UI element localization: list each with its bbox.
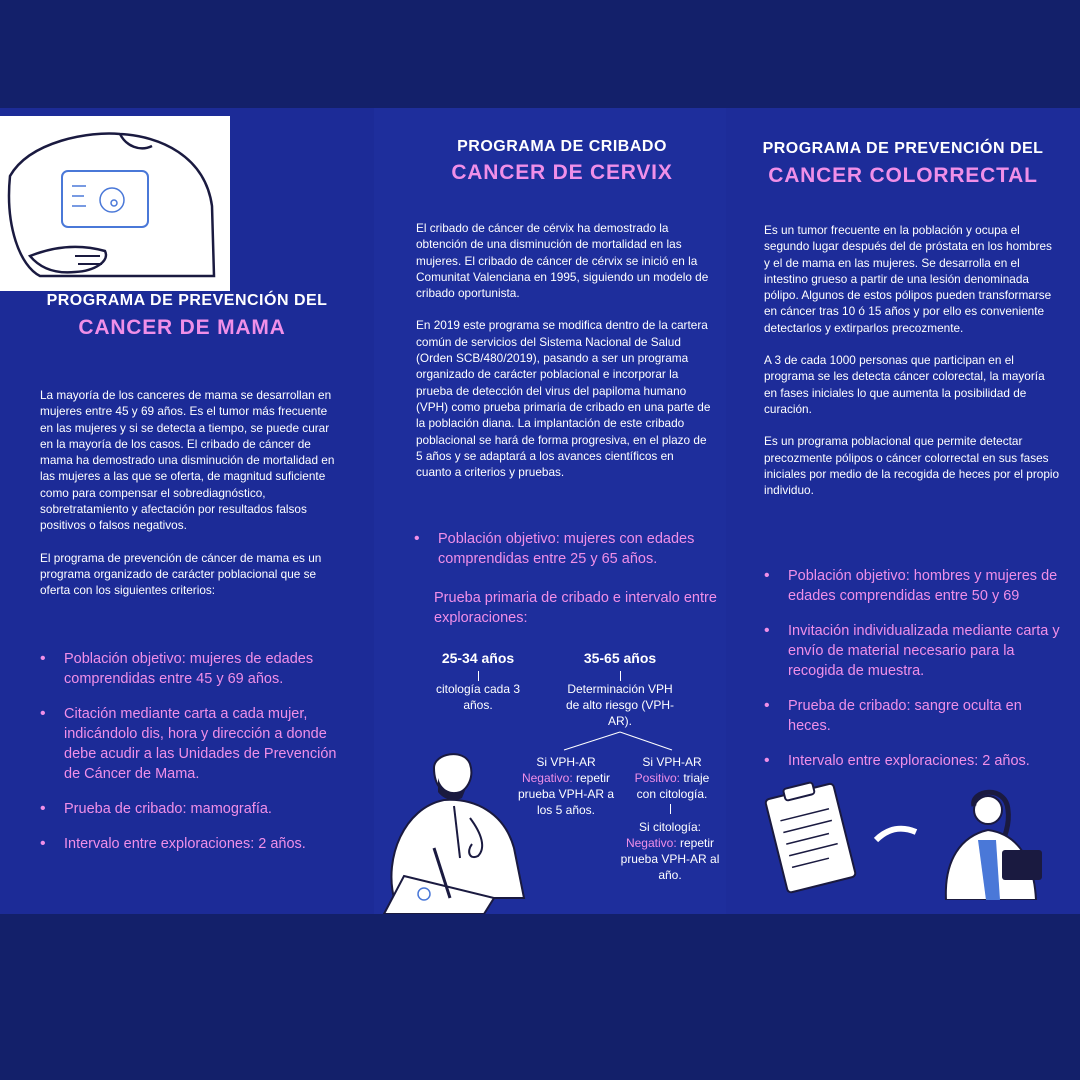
bullet-icon: • [40, 650, 46, 667]
bullet-icon: • [40, 705, 46, 722]
bullet-icon: • [414, 530, 420, 547]
colo-title-bottom: CANCER COLORRECTAL [768, 164, 1038, 187]
panel-cancer-cervix [374, 108, 726, 914]
colo-paragraph-3: Es un programa poblacional que permite detectar precozmente pólipos o cáncer colorrectal en sus fases iniciales por medio de la recogida de heces por el propio individuo. [764, 434, 1060, 498]
cervix-paragraph-2: En 2019 este programa se modifica dentro de la cartera común de servicios del Sistema Nacional de Salud (Orden SCB/480/2019), pasando a ser un programa organizado de carácter poblacional e incorporar la prueba de detección del virus del papiloma humano (VPH) como prueba primaria de cribado en una parte de la población diana. La implantación de este cribado poblacional se hará de forma progresiva, en el plazo de 5 años y se adaptará a los avances científicos en cuanto a criterios y pruebas. [416, 318, 711, 480]
age-group-25-34: 25-34 años [441, 650, 515, 666]
vph-positive-branch: Si VPH-AR Positivo: triaje con citología. [634, 755, 710, 801]
list-item: • Intervalo entre exploraciones: 2 años. [40, 835, 306, 852]
list-item: • Citación mediante carta a cada mujer, indicándolo dis, hora y dirección a donde debe acudir a las Unidades de Prevención de Cáncer de Mama. [40, 705, 337, 782]
list-item: • Invitación individualizada mediante carta y envío de material necesario para la recogida de muestra. [764, 622, 1060, 679]
cervix-subheading: Prueba primaria de cribado e intervalo entre exploraciones: [434, 590, 717, 626]
colo-paragraph-2: A 3 de cada 1000 personas que participan en el programa se les detecta cáncer colorectal, la mayoría en fases iniciales lo que aumenta la posibilidad de curación. [764, 353, 1045, 416]
list-item: • Prueba de cribado: sangre oculta en heces. [764, 697, 1022, 734]
bullet-icon: • [40, 800, 46, 817]
colo-body [764, 222, 1060, 514]
list-item: • Prueba de cribado: mamografía. [40, 800, 272, 817]
cervix-title-top: PROGRAMA DE CRIBADO [457, 138, 667, 155]
list-item: • Población objetivo: mujeres con edades comprendidas entre 25 y 65 años. [414, 530, 695, 567]
age-group-35-65-text: Determinación VPH de alto riesgo (VPH-AR). [565, 682, 675, 728]
mama-title-bottom: CANCER DE MAMA [78, 316, 286, 339]
list-item: • Población objetivo: mujeres de edades comprendidas entre 45 y 69 años. [40, 650, 314, 687]
list-item: • Población objetivo: hombres y mujeres de edades comprendidas entre 50 y 69 [764, 567, 1058, 604]
bullet-icon: • [764, 567, 770, 584]
panel-cancer-mama [0, 108, 374, 914]
bullet-icon: • [764, 752, 770, 769]
age-group-35-65: 35-65 años [583, 650, 657, 666]
mama-body [40, 387, 338, 615]
panel-cancer-colorrectal [726, 108, 1080, 914]
vph-negative-branch: Si VPH-AR Negativo: repetir prueba VPH-AR a los 5 años. [517, 755, 615, 817]
bullet-icon: • [764, 622, 770, 639]
flow-connector [670, 804, 671, 814]
mama-title-top: PROGRAMA DE PREVENCIÓN DEL [46, 292, 328, 309]
doctor-writing-illustration [374, 748, 534, 914]
citologia-negative-branch: Si citología: Negativo: repetir prueba VPH-AR al año. [620, 820, 720, 882]
mama-paragraph-1: La mayoría de los canceres de mama se desarrollan en mujeres entre 45 y 69 años. Es el tumor más frecuente en las mujeres y si se detecta a tiempo, se puede curar en la mayoría de los casos. El cribado de cáncer de mama ha demostrado una disminución de mortalidad en las mujeres a las que se oferta, de magnitud suficiente como para compensar el sobrediagnóstico, sobretratamiento y afectación por resultados falsos positivos o falsos negativos. [40, 388, 335, 533]
doctor-mammography-illustration [0, 116, 230, 291]
cervix-paragraph-1: El cribado de cáncer de cérvix ha demostrado la obtención de una disminución de mortalidad en las mujeres. El cribado de cáncer de cérvix se inició en la Comunitat Valenciana en 1995, siguiendo un modelo de cribado oportunista. [416, 221, 709, 301]
colo-criteria-list [764, 566, 1064, 786]
colo-title-top: PROGRAMA DE PREVENCIÓN DEL [762, 140, 1044, 157]
bullet-icon: • [40, 835, 46, 852]
mama-criteria-list [40, 649, 340, 869]
cervix-title-bottom: CANCER DE CERVIX [451, 161, 673, 184]
colo-paragraph-1: Es un tumor frecuente en la población y ocupa el segundo lugar después del de próstata en los hombres y el de mama en las mujeres. Se desarrolla en el intestino grueso a partir de una lesión denominada pólipo. Algunos de estos pólipos pueden transformarse en cáncer tras 10 ó 15 años y por ello es conveniente detectarlos y extirparlos precozmente. [764, 223, 1052, 335]
age-group-25-34-text: citología cada 3 años. [435, 682, 521, 712]
clipboard-and-doctor-illustration [756, 780, 1056, 900]
list-item: • Intervalo entre exploraciones: 2 años. [764, 752, 1030, 769]
bullet-icon: • [764, 697, 770, 714]
mama-paragraph-2: El programa de prevención de cáncer de mama es un programa organizado de carácter poblacional que se oferta con los siguientes criterios: [40, 550, 322, 598]
